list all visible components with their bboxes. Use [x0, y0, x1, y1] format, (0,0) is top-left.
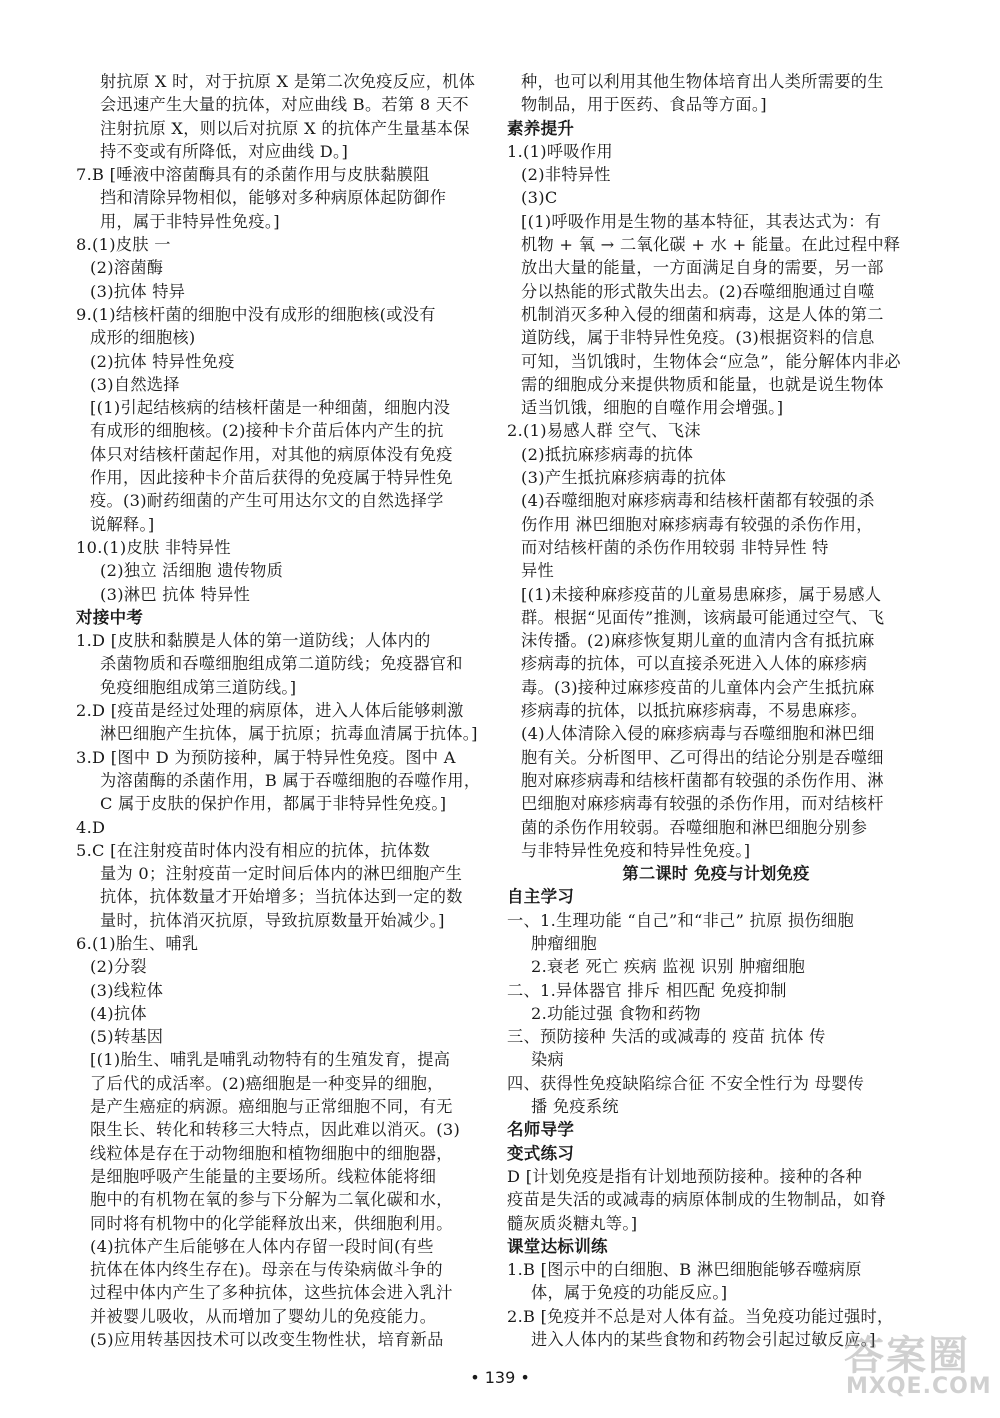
answer-line: 挡和清除异物相似，能够对多种病原体起防御作: [100, 188, 447, 208]
answer-line: (2)溶菌酶: [90, 258, 164, 278]
answer-line: 1.D [皮肤和黏膜是人体的第一道防线；人体内的: [76, 631, 431, 651]
section-heading: 对接中考: [76, 607, 144, 627]
answer-line: 6.(1)胎生、哺乳: [76, 933, 199, 953]
answer-line: 3.D [图中 D 为预防接种，属于特异性免疫。图中 A: [76, 747, 456, 767]
answer-line: 1.(1)呼吸作用: [507, 141, 613, 161]
answer-line: 为溶菌酶的杀菌作用，B 属于吞噬细胞的吞噬作用，: [100, 770, 481, 790]
watermark-text-cn: 答案圈: [844, 1333, 970, 1379]
answer-line: 疹病毒的抗体，可以直接杀死进入人体的麻疹病: [521, 654, 868, 674]
answer-line: 限生长、转化和转移三大特点，因此难以消灭。(3): [90, 1120, 461, 1140]
answer-line: 说解释。]: [90, 514, 155, 534]
answer-line: 量时，抗体消灭抗原，导致抗原数量开始减少。]: [100, 910, 445, 930]
answer-line: 胞有关。分析图甲、乙可得出的结论分别是吞噬细: [521, 747, 884, 767]
answer-line: 同时将有机物中的化学能释放出来，供细胞利用。: [90, 1213, 453, 1233]
right-column: [507, 70, 925, 1351]
answer-line: (3)C: [521, 188, 558, 208]
answer-line: [(1)胎生、哺乳是哺乳动物特有的生殖发育，提高: [90, 1050, 451, 1070]
answer-line: 抗体在体内终生存在)。母亲在与传染病做斗争的: [90, 1260, 443, 1280]
answer-line: 沫传播。(2)麻疹恢复期儿童的血清内含有抵抗麻: [521, 631, 875, 651]
answer-line: 是产生癌症的病源。癌细胞与正常细胞不同，有无: [90, 1097, 453, 1117]
answer-line: 放出大量的能量，一方面满足自身的需要，另一部: [521, 258, 884, 278]
answer-line: 胞对麻疹病毒和结核杆菌都有较强的杀伤作用、淋: [521, 770, 884, 790]
answer-line: 作用，因此接种卡介苗后获得的免疫属于特异性免: [90, 468, 453, 488]
page-number: • 139 •: [470, 1368, 530, 1387]
answer-line: 菌的杀伤作用较弱。吞噬细胞和淋巴细胞分别参: [521, 817, 868, 837]
answer-line: [(1)引起结核病的结核杆菌是一种细菌，细胞内没: [90, 398, 451, 418]
answer-line: (4)吞噬细胞对麻疹病毒和结核杆菌都有较强的杀: [521, 491, 875, 511]
answer-line: 需的细胞成分来提供物质和能量，也就是说生物体: [521, 374, 884, 394]
answer-line: 持不变或有所降低，对应曲线 D。]: [100, 141, 349, 161]
section-heading: 自主学习: [507, 887, 575, 907]
answer-line: 道防线，属于非特异性免疫。(3)根据资料的信息: [521, 328, 875, 348]
lesson-title: 第二课时 免疫与计划免疫: [622, 864, 810, 884]
answer-line: 髓灰质炎糖丸等。]: [507, 1213, 638, 1233]
answer-line: 免疫细胞组成第三道防线。]: [100, 677, 297, 697]
answer-line: 体只对结核杆菌起作用，对其他的病原体没有免疫: [90, 444, 453, 464]
answer-line: 物制品，用于医药、食品等方面。]: [521, 95, 767, 115]
answer-line: 群。根据“见面传”推测，该病最可能通过空气、飞: [521, 607, 885, 627]
answer-line: 分以热能的形式散失出去。(2)吞噬细胞通过自噬: [521, 281, 875, 301]
answer-line: 9.(1)结核杆菌的细胞中没有成形的细胞核(或没有: [76, 304, 436, 324]
answer-line: 抗体，抗体数量才开始增多；当抗体达到一定的数: [100, 887, 463, 907]
section-heading: 变式练习: [507, 1143, 575, 1163]
answer-line: 7.B [唾液中溶菌酶具有的杀菌作用与皮肤黏膜阻: [76, 165, 430, 185]
answer-line: [(1)未接种麻疹疫苗的儿童易患麻疹，属于易感人: [521, 584, 882, 604]
answer-line: (3)产生抵抗麻疹病毒的抗体: [521, 468, 727, 488]
answer-line: (2)独立 活细胞 遗传物质: [100, 561, 284, 581]
section-heading: 素养提升: [507, 118, 575, 138]
answer-line: 播 免疫系统: [531, 1097, 619, 1117]
answer-line: (4)抗体: [90, 1003, 147, 1023]
section-heading: 课堂达标训练: [507, 1236, 608, 1256]
watermark-logo: [842, 1324, 992, 1404]
answer-line: (3)自然选择: [90, 374, 180, 394]
answer-line: 而对结核杆菌的杀伤作用较弱 非特异性 特: [521, 537, 829, 557]
answer-line: (3)淋巴 抗体 特异性: [100, 584, 251, 604]
answer-line: (5)应用转基因技术可以改变生物性状，培育新品: [90, 1330, 444, 1350]
left-column: [76, 70, 488, 1351]
answer-line: 伤作用 淋巴细胞对麻疹病毒有较强的杀伤作用，: [521, 514, 873, 534]
answer-line: 会迅速产生大量的抗体，对应曲线 B。若第 8 天不: [100, 95, 469, 115]
answer-line: 异性: [521, 561, 554, 581]
answer-line: 2.B [免疫并不总是对人体有益。当免疫功能过强时，: [507, 1306, 894, 1326]
answer-line: 疫。(3)耐药细菌的产生可用达尔文的自然选择学: [90, 491, 444, 511]
answer-line: (4)人体清除入侵的麻疹病毒与吞噬细胞和淋巴细: [521, 724, 875, 744]
answer-line: 2.(1)易感人群 空气、飞沫: [507, 421, 701, 441]
answer-line: 一、1.生理功能 “自己”和“非己” 抗原 损伤细胞: [507, 910, 854, 930]
answer-line: 毒。(3)接种过麻疹疫苗的儿童体内会产生抵抗麻: [521, 677, 875, 697]
answer-line: 淋巴细胞产生抗体，属于抗原；抗毒血清属于抗体。]: [100, 724, 478, 744]
answer-line: 2.D [疫苗是经过处理的病原体，进入人体后能够刺激: [76, 701, 464, 721]
answer-line: 量为 0；注射疫苗一定时间后体内的淋巴细胞产生: [100, 864, 463, 884]
answer-line: 二、1.异体器官 排斥 相匹配 免疫抑制: [507, 980, 787, 1000]
answer-line: 线粒体是存在于动物细胞和植物细胞中的细胞器，: [90, 1143, 453, 1163]
answer-line: D [计划免疫是指有计划地预防接种。接种的各种: [507, 1166, 863, 1186]
answer-line: 是细胞呼吸产生能量的主要场所。线粒体能将细: [90, 1166, 437, 1186]
answer-line: 肿瘤细胞: [531, 933, 597, 953]
answer-line: 10.(1)皮肤 非特异性: [76, 537, 231, 557]
answer-line: 进入人体内的某些食物和药物会引起过敏反应。]: [531, 1330, 876, 1350]
answer-line: C 属于皮肤的保护作用，都属于非特异性免疫。]: [100, 794, 447, 814]
answer-line: (5)转基因: [90, 1027, 164, 1047]
answer-line: 注射抗原 X，则以后对抗原 X 的抗体产生量基本保: [100, 118, 470, 138]
answer-line: (3)抗体 特异: [90, 281, 186, 301]
answer-line: 染病: [531, 1050, 564, 1070]
answer-line: 四、获得性免疫缺陷综合征 不安全性行为 母婴传: [507, 1073, 865, 1093]
answer-line: 种，也可以利用其他生物体培育出人类所需要的生: [521, 72, 884, 91]
answer-line: 并被婴儿吸收，从而增加了婴幼儿的免疫能力。: [90, 1306, 437, 1326]
answer-line: 成形的细胞核): [90, 328, 196, 348]
answer-line: 三、预防接种 失活的或减毒的 疫苗 抗体 传: [507, 1027, 826, 1047]
answer-line: 2.功能过强 食物和药物: [531, 1003, 701, 1023]
answer-line: 5.C [在注射疫苗时体内没有相应的抗体，抗体数: [76, 840, 431, 860]
answer-line: (2)分裂: [90, 957, 147, 977]
answer-line: 杀菌物质和吞噬细胞组成第二道防线；免疫器官和: [100, 654, 463, 674]
answer-line: 疫苗是失活的或减毒的病原体制成的生物制品，如脊: [507, 1190, 887, 1210]
answer-line: 巴细胞对麻疹病毒有较强的杀伤作用，而对结核杆: [521, 794, 884, 814]
answer-line: (2)抵抗麻疹病毒的抗体: [521, 444, 694, 464]
answer-line: [(1)呼吸作用是生物的基本特征，其表达式为：有: [521, 211, 882, 231]
answer-line: 1.B [图示中的白细胞、B 淋巴细胞能够吞噬病原: [507, 1260, 862, 1280]
answer-line: 与非特异性免疫和特异性免疫。]: [521, 840, 751, 860]
answer-line: 可知，当饥饿时，生物体会“应急”，能分解体内非必: [521, 351, 901, 371]
answer-line: 机制消灭多种入侵的细菌和病毒，这是人体的第二: [521, 304, 884, 324]
answer-line: (4)抗体产生后能够在人体内存留一段时间(有些: [90, 1236, 434, 1256]
answer-line: 8.(1)皮肤 一: [76, 235, 171, 255]
answer-line: 疹病毒的抗体，以抵抗麻疹病毒，不易患麻疹。: [521, 701, 868, 721]
answer-line: (2)非特异性: [521, 165, 611, 185]
answer-line: 了后代的成活率。(2)癌细胞是一种变异的细胞，: [90, 1073, 444, 1093]
section-heading: 名师导学: [507, 1120, 575, 1140]
answer-line: 4.D: [76, 817, 106, 837]
answer-line: (2)抗体 特异性免疫: [90, 351, 235, 371]
answer-line: 适当饥饿，细胞的自噬作用会增强。]: [521, 398, 784, 418]
answer-line: 过程中体内产生了多种抗体，这些抗体会进入乳汁: [90, 1283, 453, 1303]
answer-line: 有成形的细胞核。(2)接种卡介苗后体内产生的抗: [90, 421, 444, 441]
answer-line: 2.衰老 死亡 疾病 监视 识别 肿瘤细胞: [531, 957, 806, 977]
answer-line: (3)线粒体: [90, 980, 164, 1000]
answer-line: 机物 + 氧 → 二氧化碳 + 水 + 能量。在此过程中释: [521, 235, 901, 255]
watermark-text-en: MXQE.COM: [846, 1374, 992, 1399]
answer-line: 胞中的有机物在氧的参与下分解为二氧化碳和水，: [90, 1190, 453, 1210]
answer-line: 射抗原 X 时，对于抗原 X 是第二次免疫反应，机体: [100, 72, 476, 91]
answer-line: 体，属于免疫的功能反应。]: [531, 1283, 728, 1303]
answer-line: 用，属于非特异性免疫。]: [100, 211, 280, 231]
